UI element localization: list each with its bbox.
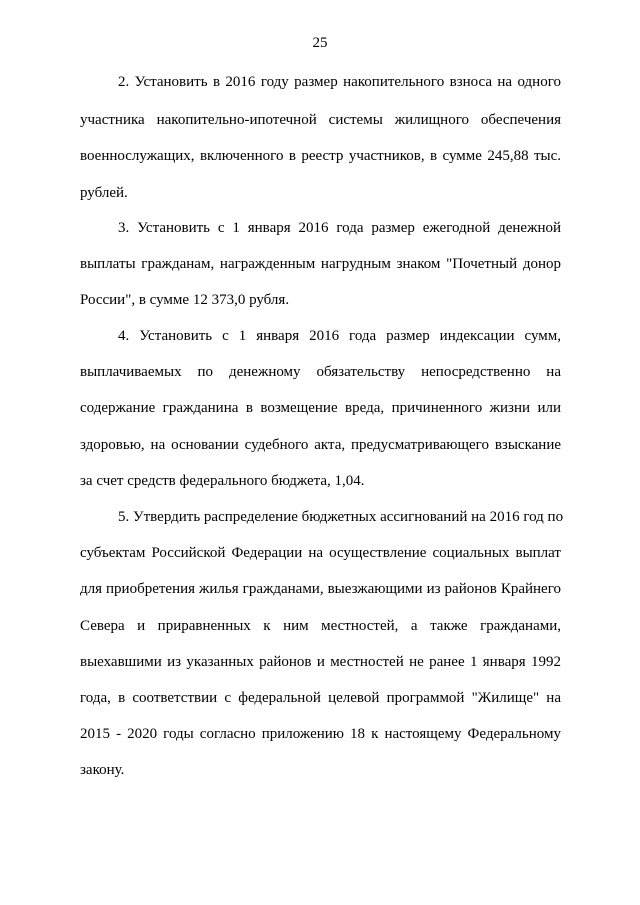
paragraph-2-line-2: участника накопительно-ипотечной системы жилищного обеспечения [80,112,561,128]
paragraph-5-line-2: субъектам Российской Федерации на осуществление социальных выплат [80,545,561,561]
paragraph-5-line-4: Севера и приравненных к ним местностей, а также гражданами, [80,618,561,634]
paragraph-3-line-2: выплаты гражданам, награжденным нагрудным знаком "Почетный донор [80,256,561,272]
paragraph-4-line-5: за счет средств федерального бюджета, 1,04. [80,473,365,489]
paragraph-2-line-3: военнослужащих, включенного в реестр участников, в сумме 245,88 тыс. [80,148,561,164]
paragraph-5-line-3: для приобретения жилья гражданами, выезжающими из районов Крайнего [80,581,561,597]
paragraph-5-line-8: закону. [80,762,125,778]
paragraph-2-line-4: рублей. [80,185,128,201]
paragraph-5-line-1: 5. Утвердить распределение бюджетных ассигнований на 2016 год по [118,509,564,525]
paragraph-2-line-1: 2. Установить в 2016 году размер накопительного взноса на одного [118,74,561,90]
page-number: 25 [312,35,328,51]
paragraph-5-line-7: 2015 - 2020 годы согласно приложению 18 к настоящему Федеральному [80,726,561,742]
paragraph-3-line-3: России", в сумме 12 373,0 рубля. [80,292,290,308]
paragraph-5-line-5: выехавшими из указанных районов и местностей не ранее 1 января 1992 [80,654,561,670]
paragraph-4-line-4: здоровью, на основании судебного акта, предусматривающего взыскание [80,437,561,453]
paragraph-3-line-1: 3. Установить с 1 января 2016 года размер ежегодной денежной [118,220,561,236]
paragraph-4-line-1: 4. Установить с 1 января 2016 года размер индексации сумм, [118,328,561,344]
paragraph-4-line-2: выплачиваемых по денежному обязательству непосредственно на [80,364,561,380]
paragraph-4-line-3: содержание гражданина в возмещение вреда, причиненного жизни или [80,400,561,416]
paragraph-5-line-6: года, в соответствии с федеральной целевой программой "Жилище" на [80,690,561,706]
